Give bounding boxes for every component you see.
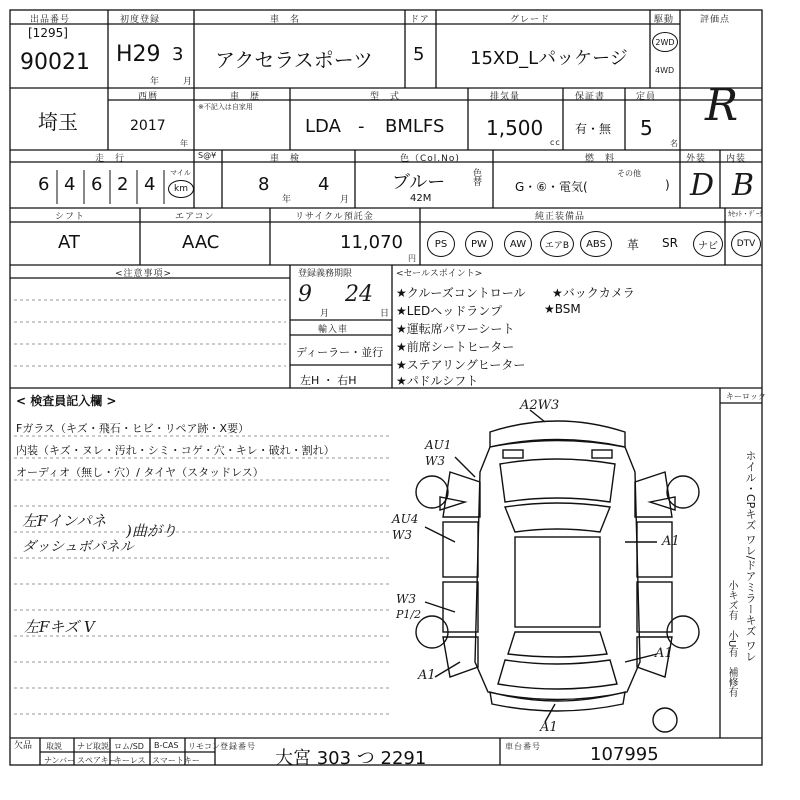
fuel-label: 燃 料 xyxy=(585,154,616,164)
handwriting-1: 左Fインパネ xyxy=(22,512,107,530)
history-note: ※不記入は自家用 xyxy=(198,103,253,111)
reg-expiry-month-char: 月 xyxy=(320,309,331,319)
type-code: BMLFS xyxy=(385,116,445,137)
shift: AT xyxy=(58,232,80,253)
capacity-label: 定員 xyxy=(636,92,657,102)
sales-point-4: ★前席シートヒーター xyxy=(396,340,515,354)
persons-unit: 名 xyxy=(670,139,679,148)
mileage-digit-3: 6 xyxy=(91,174,103,195)
type-dash: - xyxy=(358,116,365,137)
sales-point-6: ★パドルシフト xyxy=(396,374,479,388)
side-note-2: 小キズ有 小U有 補修有 xyxy=(726,580,737,698)
first-reg-label: 初度登録 xyxy=(120,15,161,25)
mark-w3-1: W3 xyxy=(425,454,445,468)
equip-airbag: エアB xyxy=(540,231,574,257)
missing-item-9: スマートキー xyxy=(152,756,200,765)
history-label: 車 歴 xyxy=(230,92,261,102)
warranty: 有・無 xyxy=(575,122,612,136)
equip-ps: PS xyxy=(427,231,455,257)
color: ブルー xyxy=(392,172,446,193)
missing-item-1: 取説 xyxy=(46,742,62,751)
month-unit: 月 xyxy=(183,77,194,87)
recycle-label: リサイクル預託金 xyxy=(295,212,374,222)
exterior-grade: D xyxy=(690,168,715,203)
fuel: G・⑥・電気( xyxy=(515,180,588,194)
equip-leather: 革 xyxy=(627,238,640,252)
inspection-month: 4 xyxy=(318,174,330,195)
inspector-title: < 検査員記入欄 > xyxy=(16,394,117,408)
missing-item-4: B-CAS xyxy=(154,741,179,750)
ac: AAC xyxy=(182,232,220,253)
interior-grade: B xyxy=(732,168,755,203)
audio-label: ｶｾｯﾄ・ﾃﾞｰﾀ xyxy=(728,210,763,218)
mileage-digit-2: 4 xyxy=(64,174,76,195)
missing-item-3: ロム/SD xyxy=(114,742,144,751)
steering: 左H ・ 右H xyxy=(300,374,357,387)
first-reg-month: 3 xyxy=(172,44,184,65)
displacement-label: 排気量 xyxy=(490,92,521,102)
equipment-label: 純正装備品 xyxy=(535,212,586,222)
type-label: 型 式 xyxy=(370,92,401,102)
mark-a1-rear-right: A1 xyxy=(655,646,673,661)
score-label: 評価点 xyxy=(700,15,731,25)
inspection-month-unit: 月 xyxy=(340,195,351,205)
sales-point-1: ★クルーズコントロール xyxy=(396,286,526,300)
mark-a1-rear-left: A1 xyxy=(418,668,436,683)
lot-number: 90021 xyxy=(20,50,90,75)
warranty-label: 保証書 xyxy=(575,92,606,102)
type-prefix: LDA xyxy=(305,116,341,137)
missing-item-7: スペアキー xyxy=(77,756,117,765)
color-code: 42M xyxy=(410,193,432,204)
inspection-label: 車 検 xyxy=(270,154,301,164)
door-label: ドア xyxy=(410,15,430,25)
mark-a1-right: A1 xyxy=(662,534,680,549)
year-unit: 年 xyxy=(150,77,161,87)
mark-w3-2: W3 xyxy=(392,528,412,542)
chassis-number: 107995 xyxy=(590,744,659,765)
drive-label: 駆動 xyxy=(654,15,675,25)
km-circle: km xyxy=(168,180,194,198)
recycle-fee: 11,070 xyxy=(340,232,403,253)
listing-no-label: 出品番号 xyxy=(30,15,71,25)
chassis-label: 車台番号 xyxy=(505,742,541,751)
exterior-label: 外装 xyxy=(686,154,707,164)
sales-point-right-1: ★バックカメラ xyxy=(552,286,635,300)
inspector-line-1: Fガラス（キズ・飛石・ヒビ・リペア跡・X要） xyxy=(16,422,250,435)
missing-item-8: キーレス xyxy=(114,756,146,765)
mark-au4: AU4 xyxy=(392,512,419,526)
equip-aw: AW xyxy=(504,231,532,257)
mark-a2w3: A2W3 xyxy=(520,398,560,413)
reg-expiry-month: 9 xyxy=(298,282,312,307)
score: R xyxy=(705,80,739,131)
capacity: 5 xyxy=(640,116,653,140)
reg-expiry-day: 24 xyxy=(345,282,373,307)
inspector-line-3: オーディオ（無し・穴）/ タイヤ（スタッドレス） xyxy=(16,466,264,479)
cc-unit: cc xyxy=(550,138,561,147)
missing-item-2: ナビ取説 xyxy=(77,742,109,751)
fuel-other: その他 xyxy=(617,169,641,178)
import-label: 輸入車 xyxy=(318,325,349,335)
plate-label: 登録番号 xyxy=(220,742,256,751)
western-year-label: 西暦 xyxy=(138,92,159,102)
mileage-digit-1: 6 xyxy=(38,174,50,195)
mark-w3-3: W3 xyxy=(396,592,416,606)
shift-label: シフト xyxy=(55,212,86,222)
s-label: S@¥ xyxy=(198,151,217,160)
mark-au1: AU1 xyxy=(425,438,452,452)
western-year: 2017 xyxy=(130,118,166,134)
caution-label: <注意事項> xyxy=(115,269,173,279)
ac-label: エアコン xyxy=(175,212,215,222)
handwriting-3: )曲がり xyxy=(126,522,177,540)
sales-points-label: <セールスポイント> xyxy=(396,269,483,279)
mark-a1-bottom: A1 xyxy=(540,720,558,735)
sales-point-right-2: ★BSM xyxy=(544,302,581,316)
fuel-close: ) xyxy=(665,178,670,192)
inspection-year: 8 xyxy=(258,174,270,195)
sales-point-2: ★LEDヘッドランプ xyxy=(396,304,503,318)
interior-label: 内装 xyxy=(726,154,747,164)
mileage-digit-4: 2 xyxy=(117,174,129,195)
sales-point-5: ★ステアリングヒーター xyxy=(396,358,526,372)
region: 埼玉 xyxy=(38,110,78,134)
reg-expiry-label: 登録義務期限 xyxy=(298,269,353,279)
plate-number: 大宮 303 つ 2291 xyxy=(275,748,427,769)
missing-item-6: ナンバー xyxy=(44,756,76,765)
mile-label: マイル xyxy=(170,169,191,177)
mileage-digit-5: 4 xyxy=(144,174,156,195)
doors: 5 xyxy=(413,44,425,65)
displacement: 1,500 xyxy=(486,116,544,140)
missing-item-5: リモコン xyxy=(188,742,220,751)
mileage-label: 走 行 xyxy=(95,154,126,164)
model-name-label: 車 名 xyxy=(270,15,301,25)
inspector-line-2: 内装（キズ・ヌレ・汚れ・シミ・コゲ・穴・キレ・破れ・割れ） xyxy=(16,444,335,457)
grade-label: グレード xyxy=(510,15,551,25)
first-reg-era: H29 xyxy=(116,42,161,67)
yen-unit: 円 xyxy=(408,254,417,263)
sales-point-3: ★運転席パワーシート xyxy=(396,322,515,336)
lot-bracket: [1295] xyxy=(28,26,68,40)
inspection-year-unit: 年 xyxy=(282,195,293,205)
equip-pw: PW xyxy=(465,231,493,257)
drive-2wd-circle: 2WD xyxy=(652,32,678,52)
reg-expiry-day-char: 日 xyxy=(380,309,391,319)
import-dealer: ディーラー・並行 xyxy=(296,346,384,359)
grade: 15XD_Lパッケージ xyxy=(470,48,628,69)
color-label: 色（Col.No) xyxy=(400,154,460,164)
side-note: ホイル・CPキズ ワレ/ドアミラーキズ ワレ xyxy=(744,450,757,663)
handwriting-4: 左Fキズ V xyxy=(24,618,95,636)
color-change-label: 色替 xyxy=(471,168,481,186)
model-name: アクセラスポーツ xyxy=(215,48,373,72)
equip-abs: ABS xyxy=(580,231,612,257)
equip-sr: SR xyxy=(662,236,678,250)
mark-p12: P1/2 xyxy=(396,608,422,621)
drive-4wd: 4WD xyxy=(655,66,675,75)
keylock-label: キーロック xyxy=(726,392,766,401)
handwriting-2: ダッシュボパネル xyxy=(22,539,134,555)
missing-label: 欠品 xyxy=(14,741,33,751)
equip-dtv: DTV xyxy=(731,231,761,257)
western-year-unit: 年 xyxy=(180,139,189,148)
equip-navi: ナビ xyxy=(693,231,723,257)
